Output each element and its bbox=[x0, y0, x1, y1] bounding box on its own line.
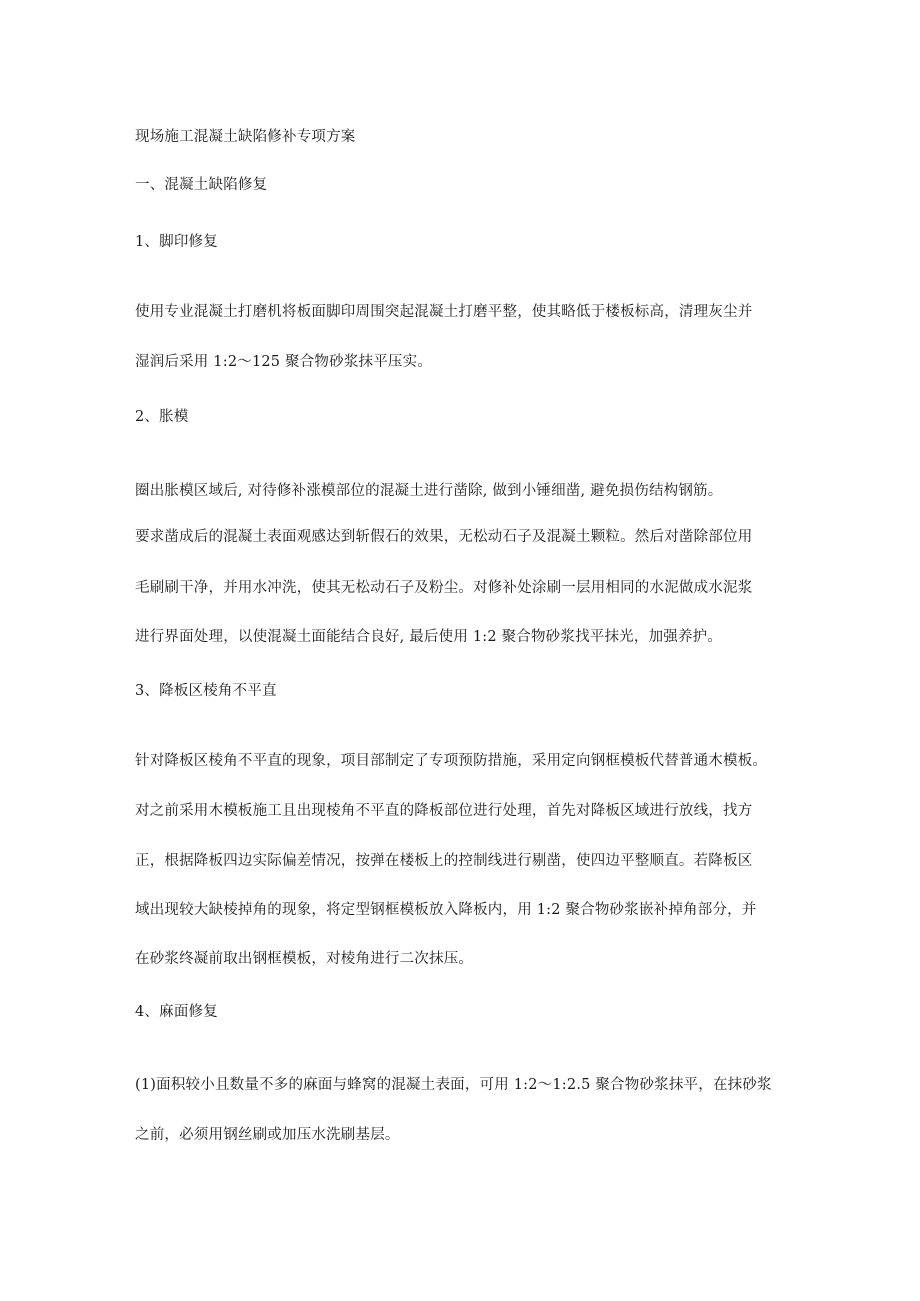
paragraph-line: 要求凿成后的混凝土表面观感达到斩假石的效果，无松动石子及混凝土颗粒。然后对凿除部位用 bbox=[135, 529, 753, 545]
paragraph-line: 对之前采用木模板施工且出现棱角不平直的降板部位进行处理，首先对降板区域进行放线，找方 bbox=[135, 803, 753, 819]
paragraph-line: 湿润后采用 1:2～125 聚合物砂浆抹平压实。 bbox=[135, 354, 433, 370]
paragraph-line: (1)面积较小且数量不多的麻面与蜂窝的混凝土表面，可用 1:2～1:2.5 聚合物砂浆抹平，在抹砂浆 bbox=[135, 1077, 772, 1093]
paragraph-line: 使用专业混凝土打磨机将板面脚印周围突起混凝土打磨平整，使其略低于楼板标高，清理灰尘并 bbox=[135, 304, 753, 320]
paragraph-line: 针对降板区棱角不平直的现象，项目部制定了专项预防措施，采用定向钢框模板代替普通木模板。 bbox=[135, 753, 768, 769]
paragraph-line: 之前，必须用钢丝刷或加压水洗刷基层。 bbox=[135, 1127, 400, 1143]
paragraph-line: 进行界面处理，以使混凝土面能结合良好, 最后使用 1:2 聚合物砂浆找平抹光，加强养护。 bbox=[135, 629, 723, 645]
paragraph-line: 圈出胀模区域后, 对待修补涨模部位的混凝土进行凿除, 做到小锤细凿, 避免损伤结构钢筋。 bbox=[135, 483, 723, 499]
paragraph-line: 在砂浆终凝前取出钢框模板，对棱角进行二次抹压。 bbox=[135, 951, 474, 967]
paragraph-line: 毛刷刷干净，并用水冲洗，使其无松动石子及粉尘。对修补处涂刷一层用相同的水泥做成水泥浆 bbox=[135, 580, 753, 596]
section-heading: 一、混凝土缺陷修复 bbox=[135, 177, 268, 193]
subsection-heading: 2、胀模 bbox=[135, 409, 189, 425]
paragraph-line: 正，根据降板四边实际偏差情况，按弹在楼板上的控制线进行剔凿，使四边平整顺直。若降板区 bbox=[135, 853, 753, 869]
paragraph-line: 域出现较大缺棱掉角的现象，将定型钢框模板放入降板内，用 1:2 聚合物砂浆嵌补掉角部分，并 bbox=[135, 902, 757, 918]
document-title: 现场施工混凝土缺陷修补专项方案 bbox=[135, 129, 356, 145]
subsection-heading: 1、脚印修复 bbox=[135, 234, 218, 250]
subsection-heading: 3、降板区棱角不平直 bbox=[135, 683, 277, 699]
subsection-heading: 4、麻面修复 bbox=[135, 1004, 218, 1020]
